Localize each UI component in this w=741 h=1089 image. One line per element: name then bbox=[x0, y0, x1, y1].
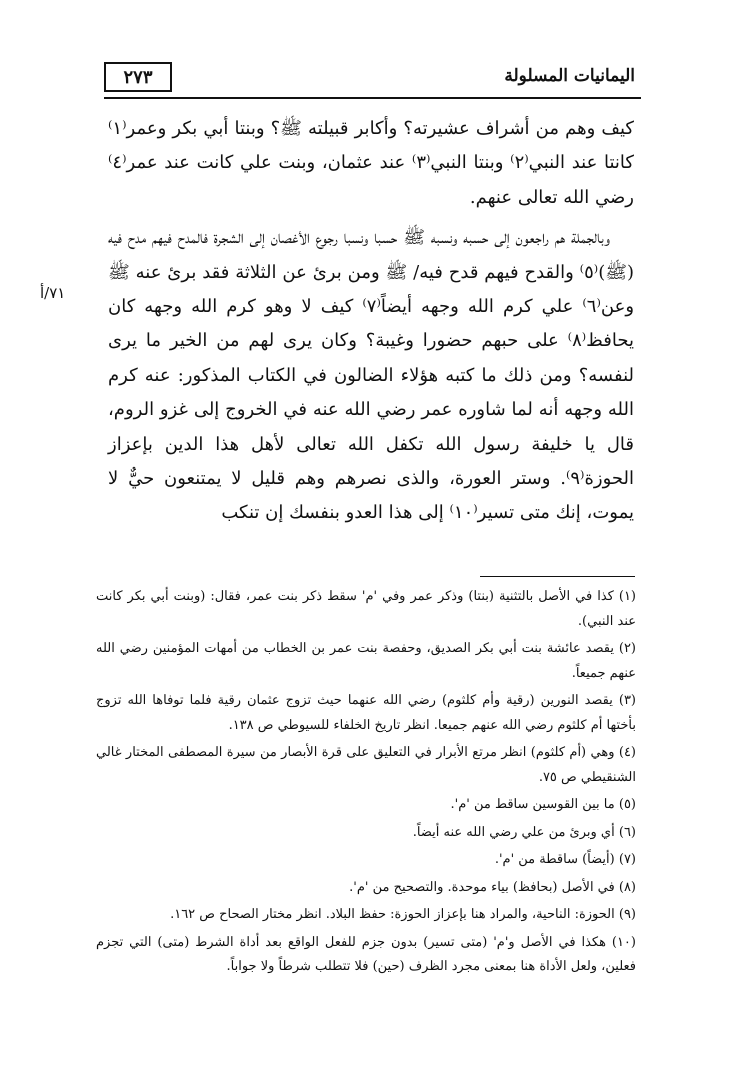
footnote-6: (٦) أي وبرئ من علي رضي الله عنه أيضاً. bbox=[412, 824, 636, 840]
footnote-5: (٥) ما بين القوسين ساقط من 'م'. bbox=[450, 797, 636, 812]
footnote-7: (٧) (أيضاً) ساقطة من 'م'. bbox=[494, 852, 636, 867]
manuscript-folio-marker: ٧١/أ bbox=[40, 284, 66, 302]
header-rule bbox=[104, 97, 641, 99]
paragraph-1: كيف وهم من أشراف عشيرته؟ وأكابر قبيلته ﷺ؟ وبنتا أبي بكر وعمر⁽١⁾ كانتا عند النبي⁽٢⁾ وبنتا النبي⁽٣⁾ عند عثمان، وبنت علي كانت عند عمر⁽٤⁾ رضي الله تعالى عنهم. bbox=[108, 118, 634, 208]
footnote-8: (٨) في الأصل (بحافظ) بياء موحدة. والتصحيح من 'م'. bbox=[349, 879, 636, 895]
footnote-separator bbox=[480, 576, 635, 577]
page-number: ٢٧٣ bbox=[123, 66, 153, 88]
footnote-2: (٢) يقصد عائشة بنت أبي بكر الصديق، وحفصة بنت عمر بن الخطاب من أمهات المؤمنين رضي الله عنهم جميعاً. bbox=[96, 641, 636, 681]
paragraph-2: وبالجملة هم راجعون إلى حسبه ونسبه ﷺ حسبا ونسبا رجوع الأغصان إلى الشجرة فالمدح فيهم مدح فيه (ﷺ)⁽٥⁾ والقدح فيهم قدح فيه/ ﷺ ومن برئ عن الثلاثة فقد برئ عنه ﷺ وعن⁽٦⁾ علي كرم الله وجهه أيضاً⁽٧⁾ كيف لا وهو كرم الله وجهه كان يحافظ⁽٨⁾ على حبهم حضورا وغيبة؟ وكان يرى لهم من الخير ما يرى لنفسه؟ ومن ذلك ما كتبه هؤلاء الضالون في الكتاب المذكور: عنه كرم الله وجهه أنه لما شاوره عمر رضي الله عنه في الخروج إلى غزو الروم، قال يا خليفة رسول الله تكفل الله تعالى لأهل هذا الدين بإعزاز الحوزة⁽٩⁾. وستر العورة، والذى نصرهم وهم قليل لا يمتنعون حيٌّ لا يموت، إنك متى تسير⁽١٠⁾ إلى هذا العدو بنفسك إن تنكب bbox=[108, 227, 635, 524]
footnote-4: (٤) وهي (أم كلثوم) انظر مرتع الأبرار في التعليق على قرة الأبصار من سيرة المصطفى المختار غالي الشنقيطي ص ٧٥. bbox=[96, 745, 636, 785]
page-header bbox=[0, 62, 741, 102]
main-text bbox=[108, 112, 634, 531]
running-title: اليمانيات المسلولة bbox=[504, 66, 635, 86]
page-number-box bbox=[104, 62, 172, 92]
footnote-3: (٣) يقصد النورين (رقية وأم كلثوم) رضي الله عنهما حيث تزوج عثمان رقية فلما توفاها الله تزوج بأختها أم كلثوم رضي الله عنهم جميعا. انظر تاريخ الخلفاء للسيوطي ص ١٣٨. bbox=[96, 693, 636, 733]
footnote-9: (٩) الحوزة: الناحية، والمراد هنا بإعزاز الحوزة: حفظ البلاد. انظر مختار الصحاح ص ١٦٢. bbox=[170, 907, 636, 922]
footnotes bbox=[96, 585, 636, 983]
footnote-10: (١٠) هكذا في الأصل و'م' (متى تسير) بدون جزم للفعل الواقع بعد أداة الشرط (متى) التي تجزم فعلين، ولعل الأداة هنا بمعنى مجرد الظرف (حين) فلا تتطلب شرطاً ولا جواباً. bbox=[96, 934, 636, 974]
footnote-1: (١) كذا في الأصل بالتثنية (بنتا) وذكر عمر وفي 'م' سقط ذكر بنت عمر، فقال: (وبنت أبي بكر كانت عند النبي). bbox=[96, 589, 636, 629]
